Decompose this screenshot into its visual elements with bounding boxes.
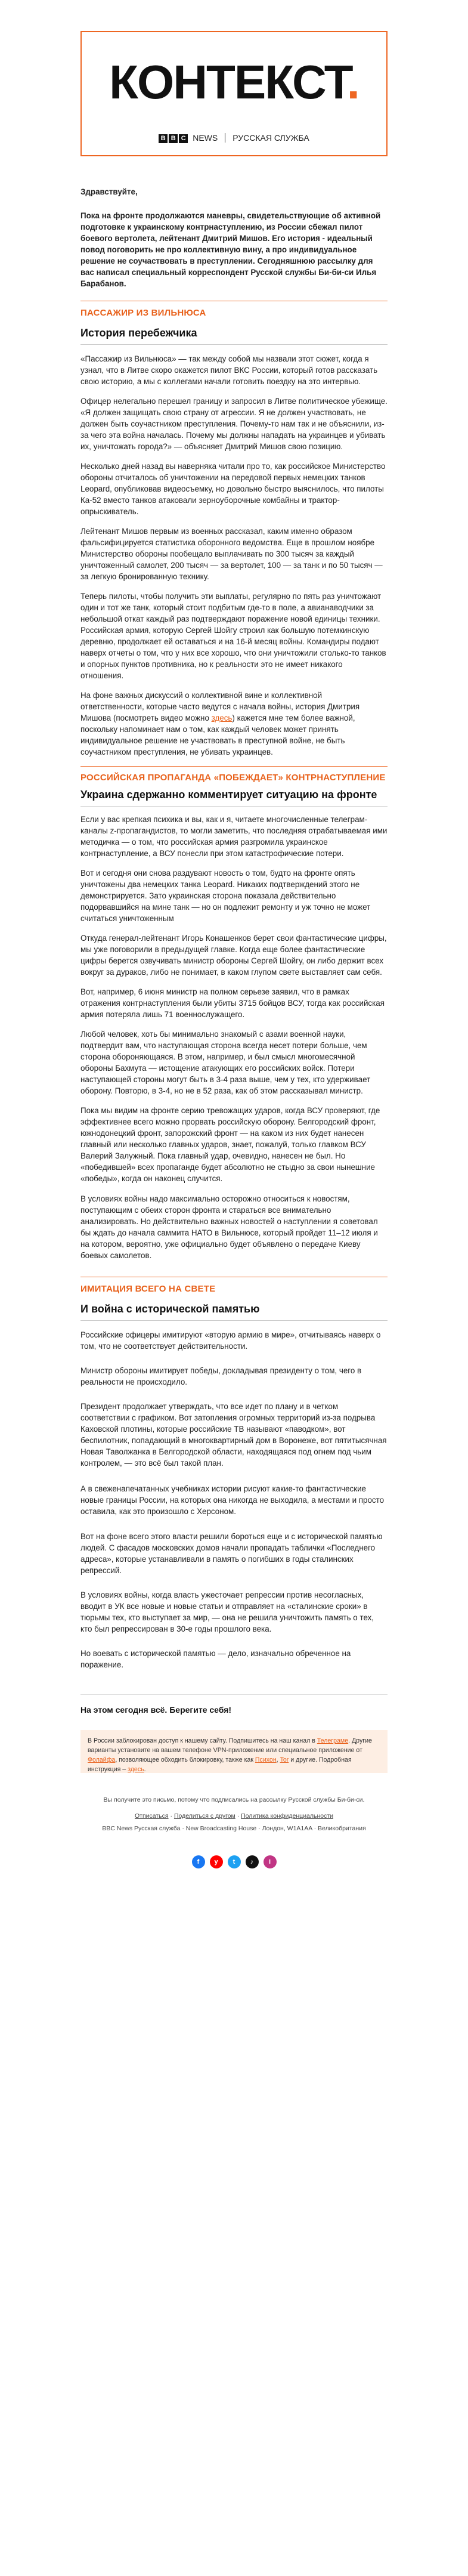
brand-title-text: КОНТЕКСТ (109, 55, 347, 109)
paragraph: «Пассажир из Вильнюса» — так между собой мы назвали этот сюжет, когда я узнал, что в Литве скоро окажется пилот ВКС России, который готов рассказать свою историю, а мы с коллегами начали готовить поездку на это интервью. (80, 354, 378, 386)
paragraph: Вот на фоне всего этого власти решили бороться еще и с исторической памятью людей. С фасадов московских домов начали пропадать таблички «Последнего адреса», которые устанавливали в память о погибших в годы сталинских репрессий. (80, 1532, 383, 1575)
paragraph: Откуда генерал-лейтенант Игорь Конашенков берет свои фантастические цифры, мы уже поговорили в предыдущей главке. Когда еще более фантастические цифры берется озвучивать министр обороны Сергей Шойгу, он либо держит всех вокруг за дураков, либо не понимает, в каком глупом свете выставляет сам себя. (80, 934, 387, 977)
note-text: , позволяющее обходить блокировку, также как (115, 1756, 255, 1763)
paragraph: А в свеженапечатанных учебниках истории рисуют какие-то фантастические новые границы России, на которых она никогда не выходила, а местами и просто оставила, как это произошло с Херсоном. (80, 1484, 385, 1516)
paragraph: Но воевать с исторической памятью — дело, изначально обреченное на поражение. (80, 1649, 351, 1669)
note-text: и другие. Подробная инструкция – (88, 1756, 352, 1773)
twitter-icon[interactable]: t (228, 1855, 241, 1868)
share-link[interactable]: Поделиться с другом (173, 1812, 235, 1820)
footer-sep: · (170, 1812, 174, 1820)
paragraph: Если у вас крепкая психика и вы, как и я, читаете многочисленные телеграм-каналы z-пропагандистов, то могли заметить, что последняя отрабатываемая ими методичка — о том, что российская армия разгромила украинское контрнаступление, а ВСУ понесли при этом катастрофические потери. (80, 815, 388, 858)
greeting: Здравствуйте, (80, 187, 138, 196)
intro: Пока на фронте продолжаются маневры, свидетельствующие об активной подготовке к украинскому контрнаступлению, из России сбежал пилот боевого вертолета, лейтенант Дмитрий Мишов. Его история - идеальный повод поговорить не про коллективную вину, а про индивидуальное решение не соучаствовать в преступлении. Сегодняшнюю рассылку для вас написал специальный корреспондент Русской службы Би-би-си Илья Барабанов. (80, 211, 381, 288)
instagram-icon[interactable]: i (264, 1855, 277, 1868)
vpn-note (80, 1730, 388, 1773)
footer-subscription-note: Вы получите это письмо, потому что подписались на рассылку Русской службы Би-би-си. (103, 1796, 365, 1803)
footer (80, 1796, 388, 1833)
article-title: И война с исторической памятью (80, 1303, 388, 1321)
paragraph: В условиях войны, когда власть ужесточает репрессии против несогласных, вводит в УК все новые и новые статьи и отправляет на «сталинские сроки» в тюрьмы тех, кто выступает за мир, — она не решила уничтожить память о тех, кто был репрессирован в 30-е годы прошлого века. (80, 1590, 374, 1633)
news-label: NEWS (193, 133, 218, 143)
note-text: В России заблокирован доступ к нашему сайту. Подпишитесь на наш канал в (88, 1737, 317, 1744)
paragraph: Несколько дней назад вы наверняка читали про то, как российское Министерство обороны отчиталось об уничтожении на передовой первых немецких танков Leopard, опубликовав видеосъемку, но довольно быстро выяснилось, что пилоты Ка-52 вместо танков атаковали зерноуборочные комбайны и трактор-опрыскиватель. (80, 462, 386, 516)
app-link[interactable]: Фолайфа (88, 1756, 116, 1763)
youtube-icon[interactable]: y (210, 1855, 223, 1868)
bbc-logo-b2: B (169, 134, 178, 143)
social-links (0, 1855, 468, 1868)
note-text: , (276, 1756, 280, 1763)
video-link[interactable]: здесь (211, 714, 233, 722)
divider (80, 1694, 388, 1695)
note-text: . (144, 1766, 146, 1773)
unsubscribe-link[interactable]: Отписаться (134, 1812, 169, 1820)
paragraph-text: ) кажется мне тем более важной, поскольку напоминает нам о том, как каждый человек может принять индивидуальное решение не участвовать в преступной войне, не быть соучастником преступления, не убивать украинцев. (80, 714, 355, 756)
paragraph: В условиях войны надо максимально осторожно относиться к новостям, поступающим с обеих сторон фронта и стараться все внимательно анализировать. Но действительно важных новостей о наступлении я советовал бы ждать до начала саммита НАТО в Вильнюсе, который пройдет 11–12 июля и на котором, вероятно, уже официально будет объявлено о передаче Киеву боевых самолетов. (80, 1194, 378, 1260)
telegram-link[interactable]: Телеграме (317, 1737, 349, 1744)
article-title: Украина сдержанно комментирует ситуацию на фронте (80, 789, 388, 807)
bbc-logo-c: C (179, 134, 188, 143)
bbc-logo-b1: B (159, 134, 168, 143)
paragraph: Российские офицеры имитируют «вторую армию в мире», отчитываясь наверх о том, что не соответствует действительности. (80, 1330, 381, 1351)
paragraph: Вот и сегодня они снова раздувают новость о том, будто на фронте опять уничтожены два немецких танка Leopard. Никаких подтверждений этого не демонстрируется. Зато украинская сторона показала действительно подорвавшийся на мине танк — но он подлежит ремонту и уж точно не может считаться уничтоженным (80, 869, 371, 923)
brand-sub (82, 132, 386, 143)
section-label: ИМИТАЦИЯ ВСЕГО НА СВЕТЕ (80, 1284, 216, 1294)
paragraph: Министр обороны имитирует победы, докладывая президенту о том, чего в реальности не происходило. (80, 1366, 362, 1386)
closing-text: На этом сегодня всё. Берегите себя! (80, 1705, 232, 1715)
paragraph: Вот, например, 6 июня министр на полном серьезе заявил, что в рамках отражения контрнаступления были убиты 3715 бойцов ВСУ, тогда как российская армия потеряла лишь 71 военнослужащего. (80, 987, 385, 1019)
paragraph: Лейтенант Мишов первым из военных рассказал, каким именно образом фальсифицируется статистика оборонного ведомства. Еще в прошлом ноябре Министерство обороны пообещало выплачивать по 300 тысяч за каждый уничтоженный самолет, 200 тысяч — за вертолет, 100 — за танк и по 50 тысяч — за легкую бронированную технику. (80, 527, 383, 581)
instructions-link[interactable]: здесь (128, 1766, 144, 1773)
brand-title (82, 55, 386, 110)
brand-title-dot: . (346, 55, 359, 109)
service-label: РУССКАЯ СЛУЖБА (233, 133, 309, 143)
footer-sep: · (237, 1812, 241, 1820)
masthead (80, 31, 388, 156)
paragraph: Офицер нелегально перешел границу и запросил в Литве политическое убежище. «Я должен защищать свою страну от агрессии. Я не должен участвовать, не должен быть соучастником преступления. Почему-то нам так и не объяснили, из-за чего эта война началась. Почему мы должны нападать на украинцев и убивать их, уничтожать города?» — объясняет Дмитрий Мишов свою позицию. (80, 397, 388, 451)
note-text: . Другие варианты установите на вашем телефоне VPN-приложение или специальное приложение от (88, 1737, 372, 1754)
facebook-icon[interactable]: f (192, 1855, 205, 1868)
paragraph: Теперь пилоты, чтобы получить эти выплаты, регулярно по пять раз уничтожают один и тот же танк, который стоит подбитым где-то в поле, а авианаводчики за небольшой откат каждый раз подтверждают поражение новой единицы техники. Российская армия, которую Сергей Шойгу строил как большую потемкинскую деревню, продолжает ей оставаться и на 16-й месяц войны. Командиры подают наверх отчеты о том, что у них все хорошо, что они уничтожили столько-то танков и опорных пунктов противника, но к реальности это не имеет никакого отношения. (80, 592, 386, 680)
paragraph: Президент продолжает утверждать, что все идет по плану и в четком соответствии с графиком. Вот затопления огромных территорий из-за подрыва Каховской плотины, которые российские ТВ называют «паводком», вот беспилотник, попадающий в многоквартирный дом в Воронеже, вот пятитысячная Новая Таволжанка в Белгородской области, находящаяся под огнем под чьим контролем, — это всё был такой план. (80, 1402, 387, 1468)
paragraph-text: На фоне важных дискуссий о коллективной вине и коллективной ответственности, которые часто ведутся с начала войны, история Дмитрия Мишова (посмотреть видео можно (80, 691, 360, 722)
bbc-logo (159, 132, 189, 143)
section-rule (80, 766, 388, 767)
privacy-link[interactable]: Политика конфиденциальности (241, 1812, 334, 1820)
tiktok-icon[interactable]: ♪ (246, 1855, 259, 1868)
paragraph: Пока мы видим на фронте серию тревожащих ударов, когда ВСУ проверяют, где эффективнее всего можно прорвать российскую оборону. Белгородский фронт, южнодонецкий фронт, запорожский фронт — на каком из них будет нанесен главный или несколько главных ударов, знает, пожалуй, только главком ВСУ Валерий Залужный. Пока главный удар, очевидно, нанесен не был. Но «победившей» всех пропаганде будет абсолютно не стыдно за свои нынешние «победы», когда он наконец случится. (80, 1106, 380, 1183)
article-title: История перебежчика (80, 327, 388, 345)
section-label: РОССИЙСКАЯ ПРОПАГАНДА «ПОБЕЖДАЕТ» КОНТРНАСТУПЛЕНИЕ (80, 773, 386, 783)
footer-links (80, 1812, 388, 1821)
psiphon-link[interactable]: Психон (255, 1756, 277, 1763)
section-label: ПАССАЖИР ИЗ ВИЛЬНЮСА (80, 308, 206, 318)
paragraph: Любой человек, хоть бы минимально знакомый с азами военной науки, подтвердит вам, что наступающая сторона всегда несет потери больше, чем сторона обороняющаяся. В этом, например, и был смысл многомесячной обороны Бахмута — истощение атакующих его российских войск. Потери наступающей стороны могут быть в 3-4 раза выше, чем у тех, кто удерживает оборону. Повторю, в 3-4, но не в 52 раза, как об этом рассказывал министр. (80, 1030, 371, 1095)
paragraph (80, 690, 388, 758)
footer-address: BBC News Русская служба · New Broadcasting House · Лондон, W1A1AA · Великобритания (102, 1825, 366, 1832)
tor-link[interactable]: Tor (280, 1756, 289, 1763)
